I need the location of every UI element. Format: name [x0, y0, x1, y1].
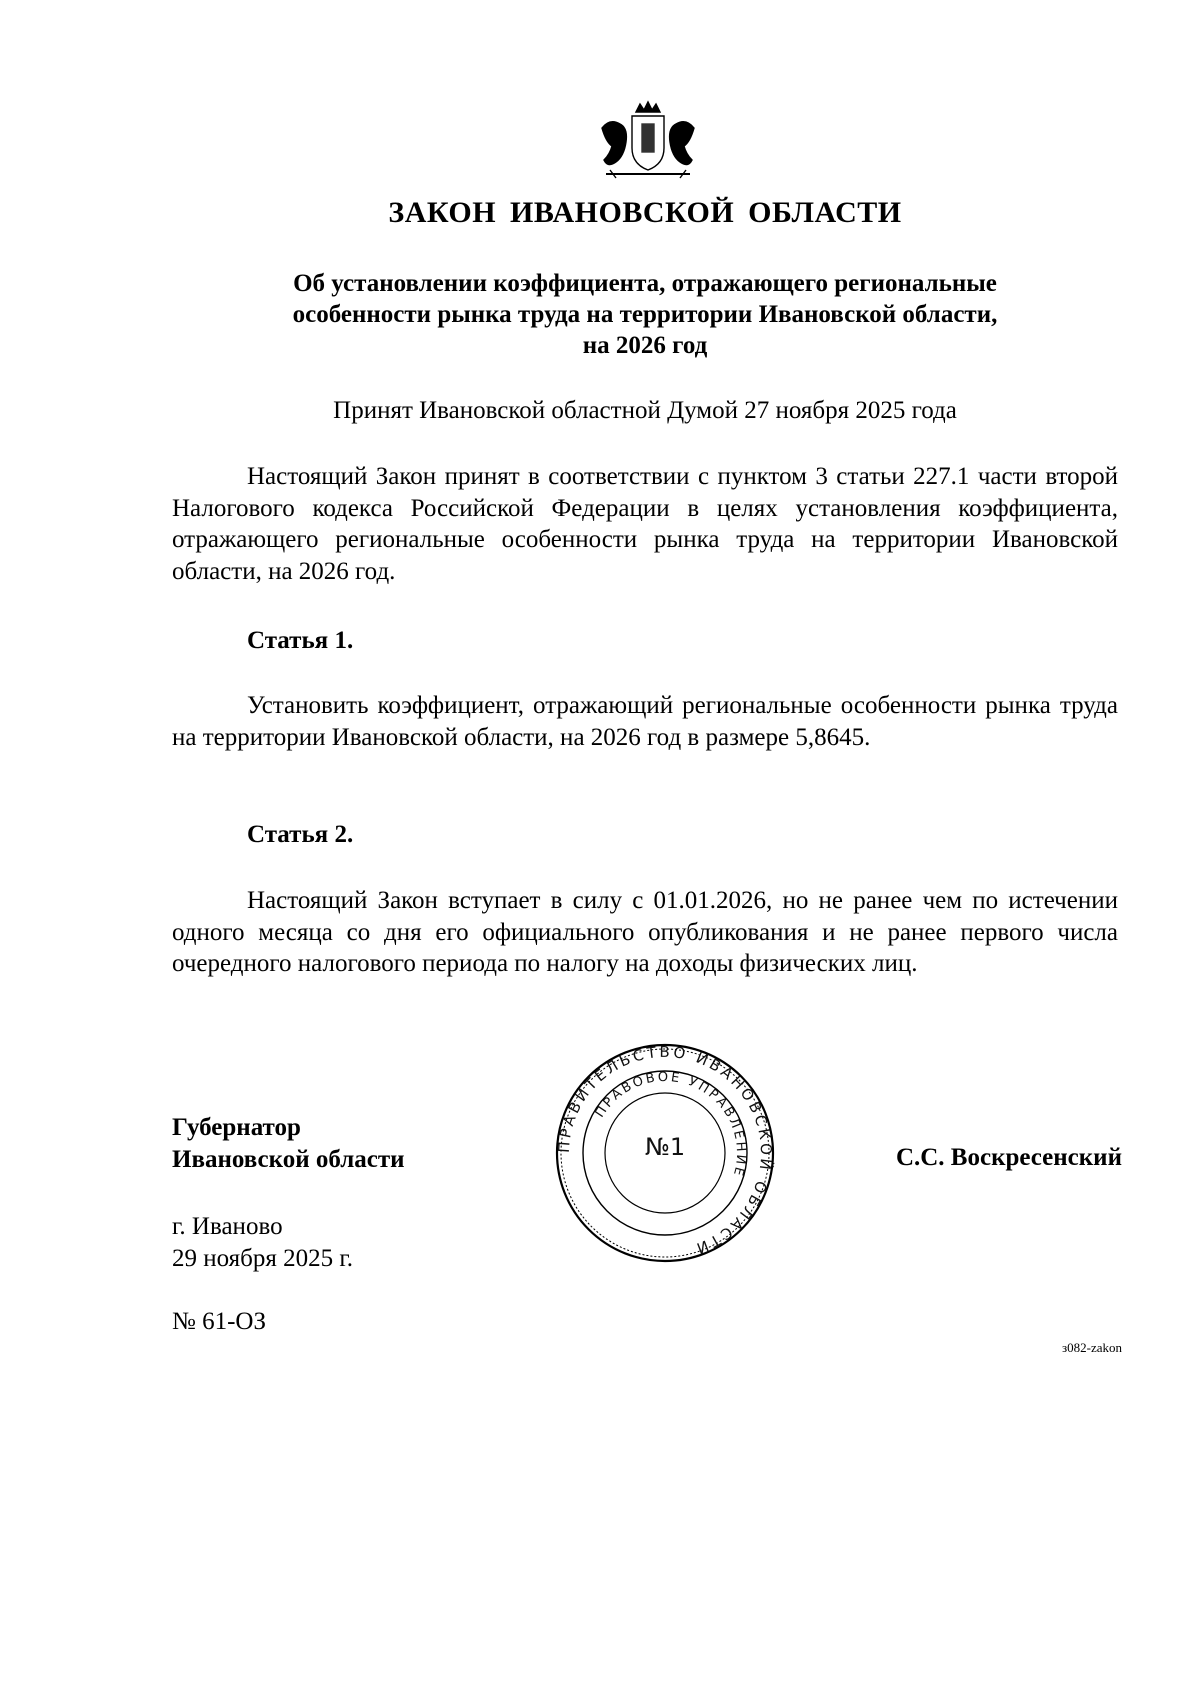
- signatory-position: [172, 1112, 405, 1175]
- article-1-text: Установить коэффициент, отражающий региональные особенности рынка труда на территории Ивановской области, на 2026 год в размере 5,8645.: [172, 692, 1118, 751]
- date: 29 ноября 2025 г.: [172, 1244, 354, 1272]
- svg-text:ПРАВОВОЕ УПРАВЛЕНИЕ: [593, 1070, 749, 1180]
- signatory-name: С.С. Воскресенский: [895, 1144, 1122, 1171]
- position-line: Ивановской области: [172, 1145, 405, 1173]
- seal-inner-text: ПРАВОВОЕ УПРАВЛЕНИЕ: [592, 1069, 749, 1180]
- article-2-text: Настоящий Закон вступает в силу с 01.01.2026, но не ранее чем по истечении одного месяца со дня его официального опубликования и не ранее первого числа очередного налогового периода по налогу на доходы физических лиц.: [172, 887, 1118, 977]
- subject-line: особенности рынка труда на территории Ивановской области,: [292, 301, 998, 328]
- document-code: з082-zakon: [1061, 1340, 1122, 1355]
- law-subject: [170, 268, 1120, 361]
- coat-of-arms-icon: [596, 98, 700, 182]
- preamble-paragraph: Настоящий Закон принят в соответствии с пунктом 3 статьи 227.1 части второй Налогового кодекса Российской Федерации в целях установления коэффициента, отражающего региональные особенности рынка труда на территории Ивановской области, на 2026 год.: [172, 463, 1118, 585]
- law-title: ЗАКОН ИВАНОВСКОЙ ОБЛАСТИ: [388, 196, 902, 229]
- place-and-date: [172, 1211, 353, 1274]
- adoption-note: Принят Ивановской областной Думой 27 ноября 2025 года: [333, 397, 957, 424]
- article-1-heading: Статья 1.: [247, 627, 354, 654]
- subject-line: на 2026 год: [582, 332, 708, 359]
- place: г. Иваново: [172, 1213, 283, 1240]
- position-line: Губернатор: [172, 1114, 301, 1141]
- seal-number: №1: [644, 1133, 686, 1161]
- article-2-heading: Статья 2.: [247, 821, 354, 848]
- subject-line: Об установлении коэффициента, отражающего региональные: [293, 270, 997, 297]
- law-number: № 61-ОЗ: [172, 1308, 267, 1335]
- seal-outer-text: ПРАВИТЕЛЬСТВО ИВАНОВСКОЙ ОБЛАСТИ: [554, 1042, 776, 1259]
